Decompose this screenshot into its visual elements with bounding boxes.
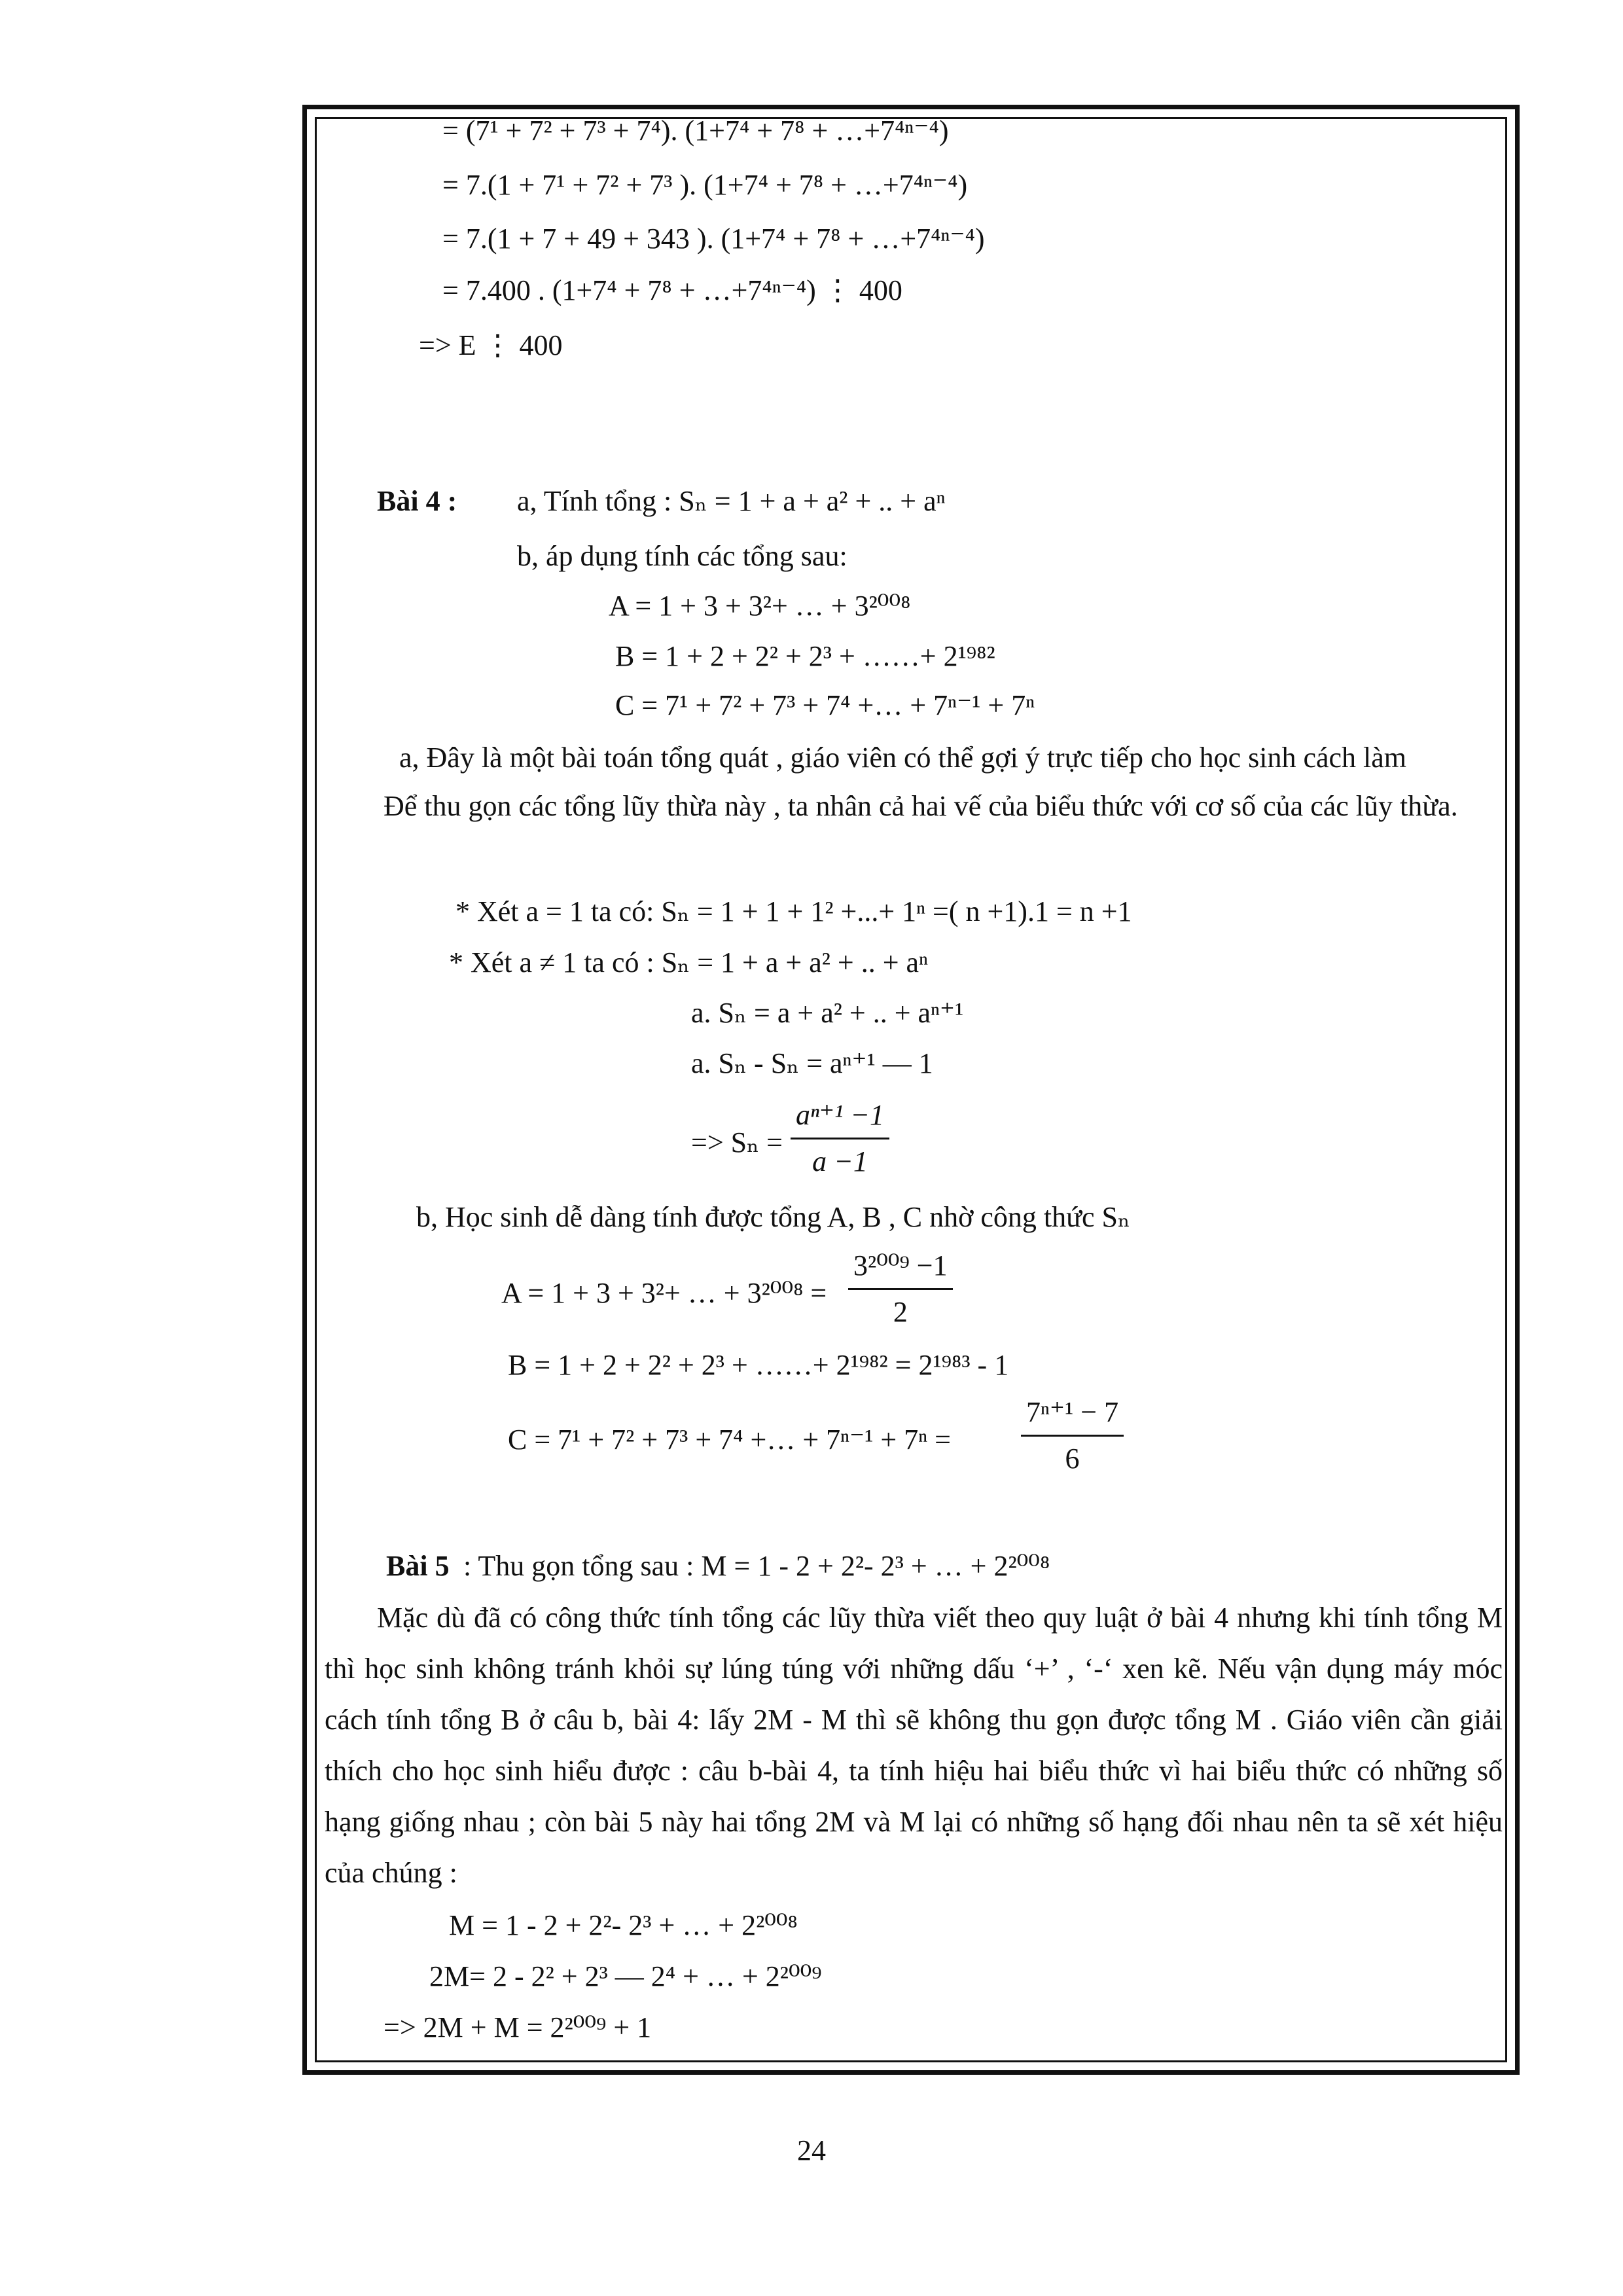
- bai4-a-task: a, Tính tổng : Sₙ = 1 + a + a² + .. + aⁿ: [517, 485, 946, 517]
- bai4-result-lhs: => Sₙ =: [691, 1126, 783, 1158]
- fraction-bar: [791, 1138, 889, 1139]
- page-number: 24: [797, 2134, 826, 2166]
- bai5-eq-1: M = 1 - 2 + 2²- 2³ + … + 2²⁰⁰⁸: [449, 1909, 798, 1941]
- fraction-denominator: 6: [1065, 1443, 1080, 1475]
- fraction-numerator: 7ⁿ⁺¹ − 7: [1026, 1396, 1119, 1428]
- bai5-task: : Thu gọn tổng sau : M = 1 - 2 + 2²- 2³ + … + 2²⁰⁰⁸: [463, 1550, 1050, 1582]
- bai4-sum-C: C = 7¹ + 7² + 7³ + 7⁴ +… + 7ⁿ⁻¹ + 7ⁿ: [615, 689, 1035, 721]
- bai5-eq-3: => 2M + M = 2²⁰⁰⁹ + 1: [383, 2011, 652, 2043]
- bai4-note-a: a, Đây là một bài toán tổng quát , giáo viên có thể gợi ý trực tiếp cho học sinh cách làm: [399, 742, 1407, 774]
- bai4-case-1: * Xét a = 1 ta có: Sₙ = 1 + 1 + 1² +...+ 1ⁿ =( n +1).1 = n +1: [455, 895, 1132, 927]
- bai5-paragraph: Mặc dù đã có công thức tính tổng các lũy thừa viết theo quy luật ở bài 4 nhưng khi tính tổng M thì học sinh không tránh khỏi sự lúng túng với những dấu ‘+’ , ‘-‘ xen kẽ. Nếu vận dụng máy móc cách tính tổng B ở câu b, bài 4: lấy 2M - M thì sẽ không thu gọn được tổng M . Giáo viên cần giải thích cho học sinh hiểu được : câu b-bài 4, ta tính hiệu hai biểu thức vì hai biểu thức có những số hạng giống nhau ; còn bài 5 này hai tổng 2M và M lại có những số hạng đối nhau nên ta sẽ xét hiệu của chúng :: [325, 1602, 1503, 1889]
- top-line-1: = (7¹ + 7² + 7³ + 7⁴). (1+7⁴ + 7⁸ + …+7⁴ⁿ⁻⁴): [442, 115, 949, 147]
- top-line-4: = 7.400 . (1+7⁴ + 7⁸ + …+7⁴ⁿ⁻⁴) ⋮ 400: [442, 274, 902, 306]
- bai5-eq-2: 2M= 2 - 2² + 2³ — 2⁴ + … + 2²⁰⁰⁹: [429, 1960, 822, 1992]
- top-line-3: = 7.(1 + 7 + 49 + 343 ). (1+7⁴ + 7⁸ + …+7⁴ⁿ⁻⁴): [442, 223, 985, 255]
- bai4-case-2: * Xét a ≠ 1 ta có : Sₙ = 1 + a + a² + .. + aⁿ: [449, 946, 928, 978]
- bai5-label: Bài 5: [386, 1550, 450, 1582]
- bai4-sum-B: B = 1 + 2 + 2² + 2³ + ……+ 2¹⁹⁸²: [615, 640, 995, 672]
- fraction-denominator: 2: [893, 1296, 908, 1328]
- bai4-C-solution-lhs: C = 7¹ + 7² + 7³ + 7⁴ +… + 7ⁿ⁻¹ + 7ⁿ =: [508, 1424, 951, 1456]
- bai4-label: Bài 4 :: [377, 485, 457, 517]
- bai4-step-1: a. Sₙ = a + a² + .. + aⁿ⁺¹: [691, 997, 964, 1029]
- bai4-C-solution-fraction: [1021, 1394, 1124, 1477]
- fraction-numerator: 3²⁰⁰⁹ −1: [853, 1249, 948, 1282]
- bai4-sum-A: A = 1 + 3 + 3²+ … + 3²⁰⁰⁸: [609, 590, 911, 622]
- bai4-b-task: b, áp dụng tính các tổng sau:: [517, 540, 847, 572]
- bai4-b-intro: b, Học sinh dễ dàng tính được tổng A, B , C nhờ công thức Sₙ: [416, 1201, 1130, 1233]
- bai4-note-intro: Để thu gọn các tổng lũy thừa này , ta nhân cả hai vế của biểu thức với cơ số của các lũy thừa.: [383, 790, 1458, 822]
- fraction-bar: [1021, 1435, 1124, 1437]
- fraction-bar: [848, 1288, 953, 1290]
- bai4-A-solution-fraction: [848, 1247, 953, 1331]
- bai4-A-solution-lhs: A = 1 + 3 + 3²+ … + 3²⁰⁰⁸ =: [501, 1277, 827, 1309]
- bai4-result-fraction: [791, 1097, 889, 1180]
- top-line-5: => E ⋮ 400: [419, 329, 563, 361]
- bai4-step-2: a. Sₙ - Sₙ = aⁿ⁺¹ — 1: [691, 1047, 933, 1079]
- fraction-denominator: a −1: [812, 1145, 868, 1177]
- bai4-B-solution: B = 1 + 2 + 2² + 2³ + ……+ 2¹⁹⁸² = 2¹⁹⁸³ - 1: [508, 1349, 1009, 1381]
- fraction-numerator: aⁿ⁺¹ −1: [796, 1099, 884, 1131]
- top-line-2: = 7.(1 + 7¹ + 7² + 7³ ). (1+7⁴ + 7⁸ + …+7⁴ⁿ⁻⁴): [442, 169, 968, 201]
